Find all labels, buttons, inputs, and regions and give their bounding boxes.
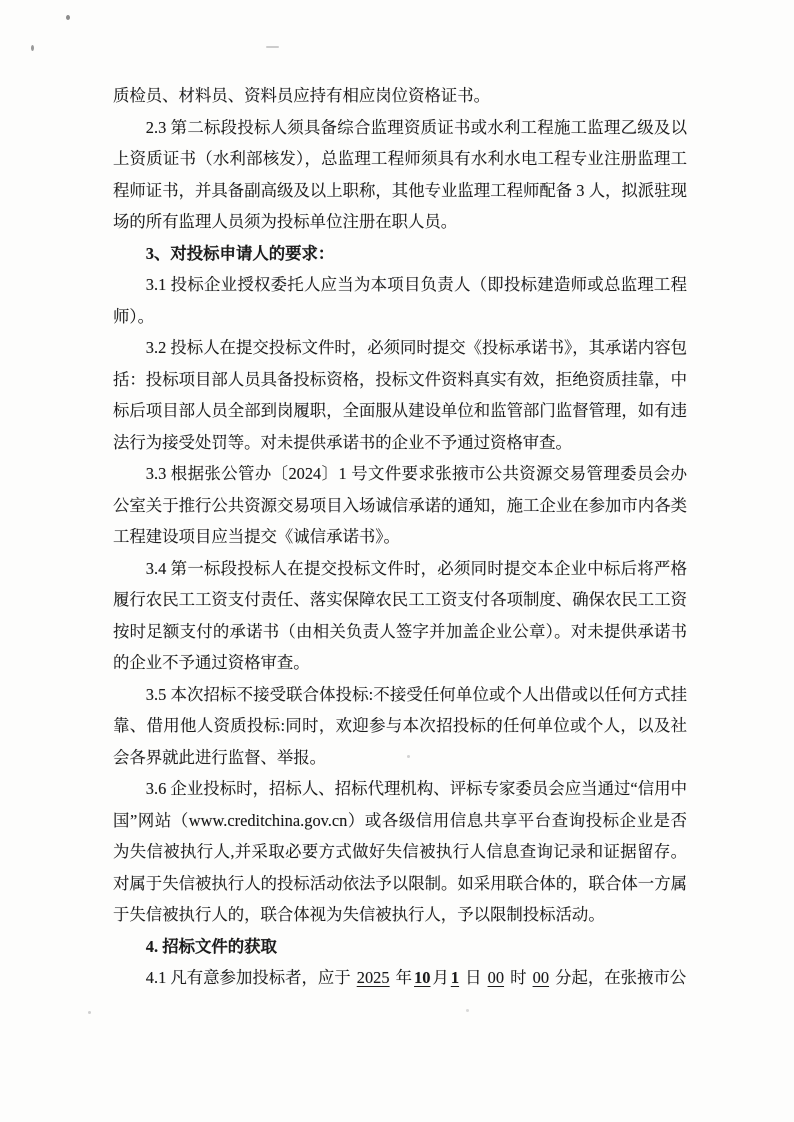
text-run: 日 [461,968,486,987]
text-run: 3、对投标申请人的要求： [145,243,335,263]
fill-in-value: 00 [532,968,550,987]
text-run: 3.4 第一标段投标人在提交投标文件时，必须同时提交本企业中标后将严格履行农民工工资支付责任、落实保障农民工工资支付各项制度、确保农民工工资按时足额支付的承诺书（由相关负责人签字并加盖企业公章）。对未提供承诺书的企业不予通过资格审查。 [113,558,687,672]
paragraph [113,679,687,774]
paragraph [113,553,687,679]
text-run: 3.6 企业投标时，招标人、招标代理机构、评标专家委员会应当通过“信用中国”网站（www.creditchina.gov.cn）或各级信用信息共享平台查询投标企业是否为失信被执行人,并采取必要方式做好失信被执行人信息查询记录和证据留存。对属于失信被执行人的投标活动依法予以限制。如采用联合体的，联合体一方属于失信被执行人的，联合体视为失信被执行人，予以限制投标活动。 [113,779,687,924]
text-run: 3.3 根据张公管办〔2024〕1 号文件要求张掖市公共资源交易管理委员会办公室关于推行公共资源交易项目入场诚信承诺的通知，施工企业在参加市内各类工程建设项目应当提交《诚信承诺书》。 [113,464,687,546]
scan-speck [31,45,34,51]
paragraph [113,332,687,458]
paragraph [113,458,687,553]
text-run: 时 [506,968,531,987]
scan-speck [266,46,279,48]
fill-in-value: 2025 [356,968,390,987]
scan-speck [66,15,70,20]
paragraph [113,773,687,931]
paragraph [113,112,687,238]
text-run: 3.1 投标企业授权委托人应当为本项目负责人（即投标建造师或总监理工程师）。 [113,275,687,326]
text-run: 2.3 第二标段投标人须具备综合监理资质证书或水利工程施工监理乙级及以上资质证书（水利部核发），总监理工程师须具有水利水电工程专业注册监理工程师证书，并具备副高级及以上职称，其他专业监理工程师配备 3 人，拟派驻现场的所有监理人员须为投标单位注册在职人员。 [113,117,687,231]
text-run: 4. 招标文件的获取 [145,936,277,956]
paragraph [113,269,687,332]
text-run: 3.2 投标人在提交投标文件时，必须同时提交《投标承诺书》，其承诺内容包括：投标项目部人员具备投标资格，投标文件资料真实有效，拒绝资质挂靠，中标后项目部人员全部到岗履职，全面服从建设单位和监管部门监督管理，如有违法行为接受处罚等。对未提供承诺书的企业不予通过资格审查。 [113,338,687,452]
scan-speck [466,1009,469,1012]
scan-speck [88,1011,91,1014]
section-heading [113,931,687,963]
text-run: 4.1 凡有意参加投标者，应于 [145,968,355,987]
paragraph [113,80,687,112]
text-run: 分起，在张掖市公 [551,968,687,987]
text-run: 3.5 本次招标不接受联合体投标:不接受任何单位或个人出借或以任何方式挂靠、借用他人资质投标:同时，欢迎参与本次招投标的任何单位或个人，以及社会各界就此进行监督、举报。 [113,684,687,767]
text-run: 年 [391,968,413,987]
text-run: 月 [432,968,449,987]
paragraph [113,962,687,994]
document-body [113,80,687,994]
section-heading [113,238,687,270]
text-run: 质检员、材料员、资料员应持有相应岗位资格证书。 [113,86,490,105]
fill-in-value: 00 [487,968,505,987]
fill-in-value: 1 [450,968,460,987]
fill-in-value: 10 [414,968,431,987]
